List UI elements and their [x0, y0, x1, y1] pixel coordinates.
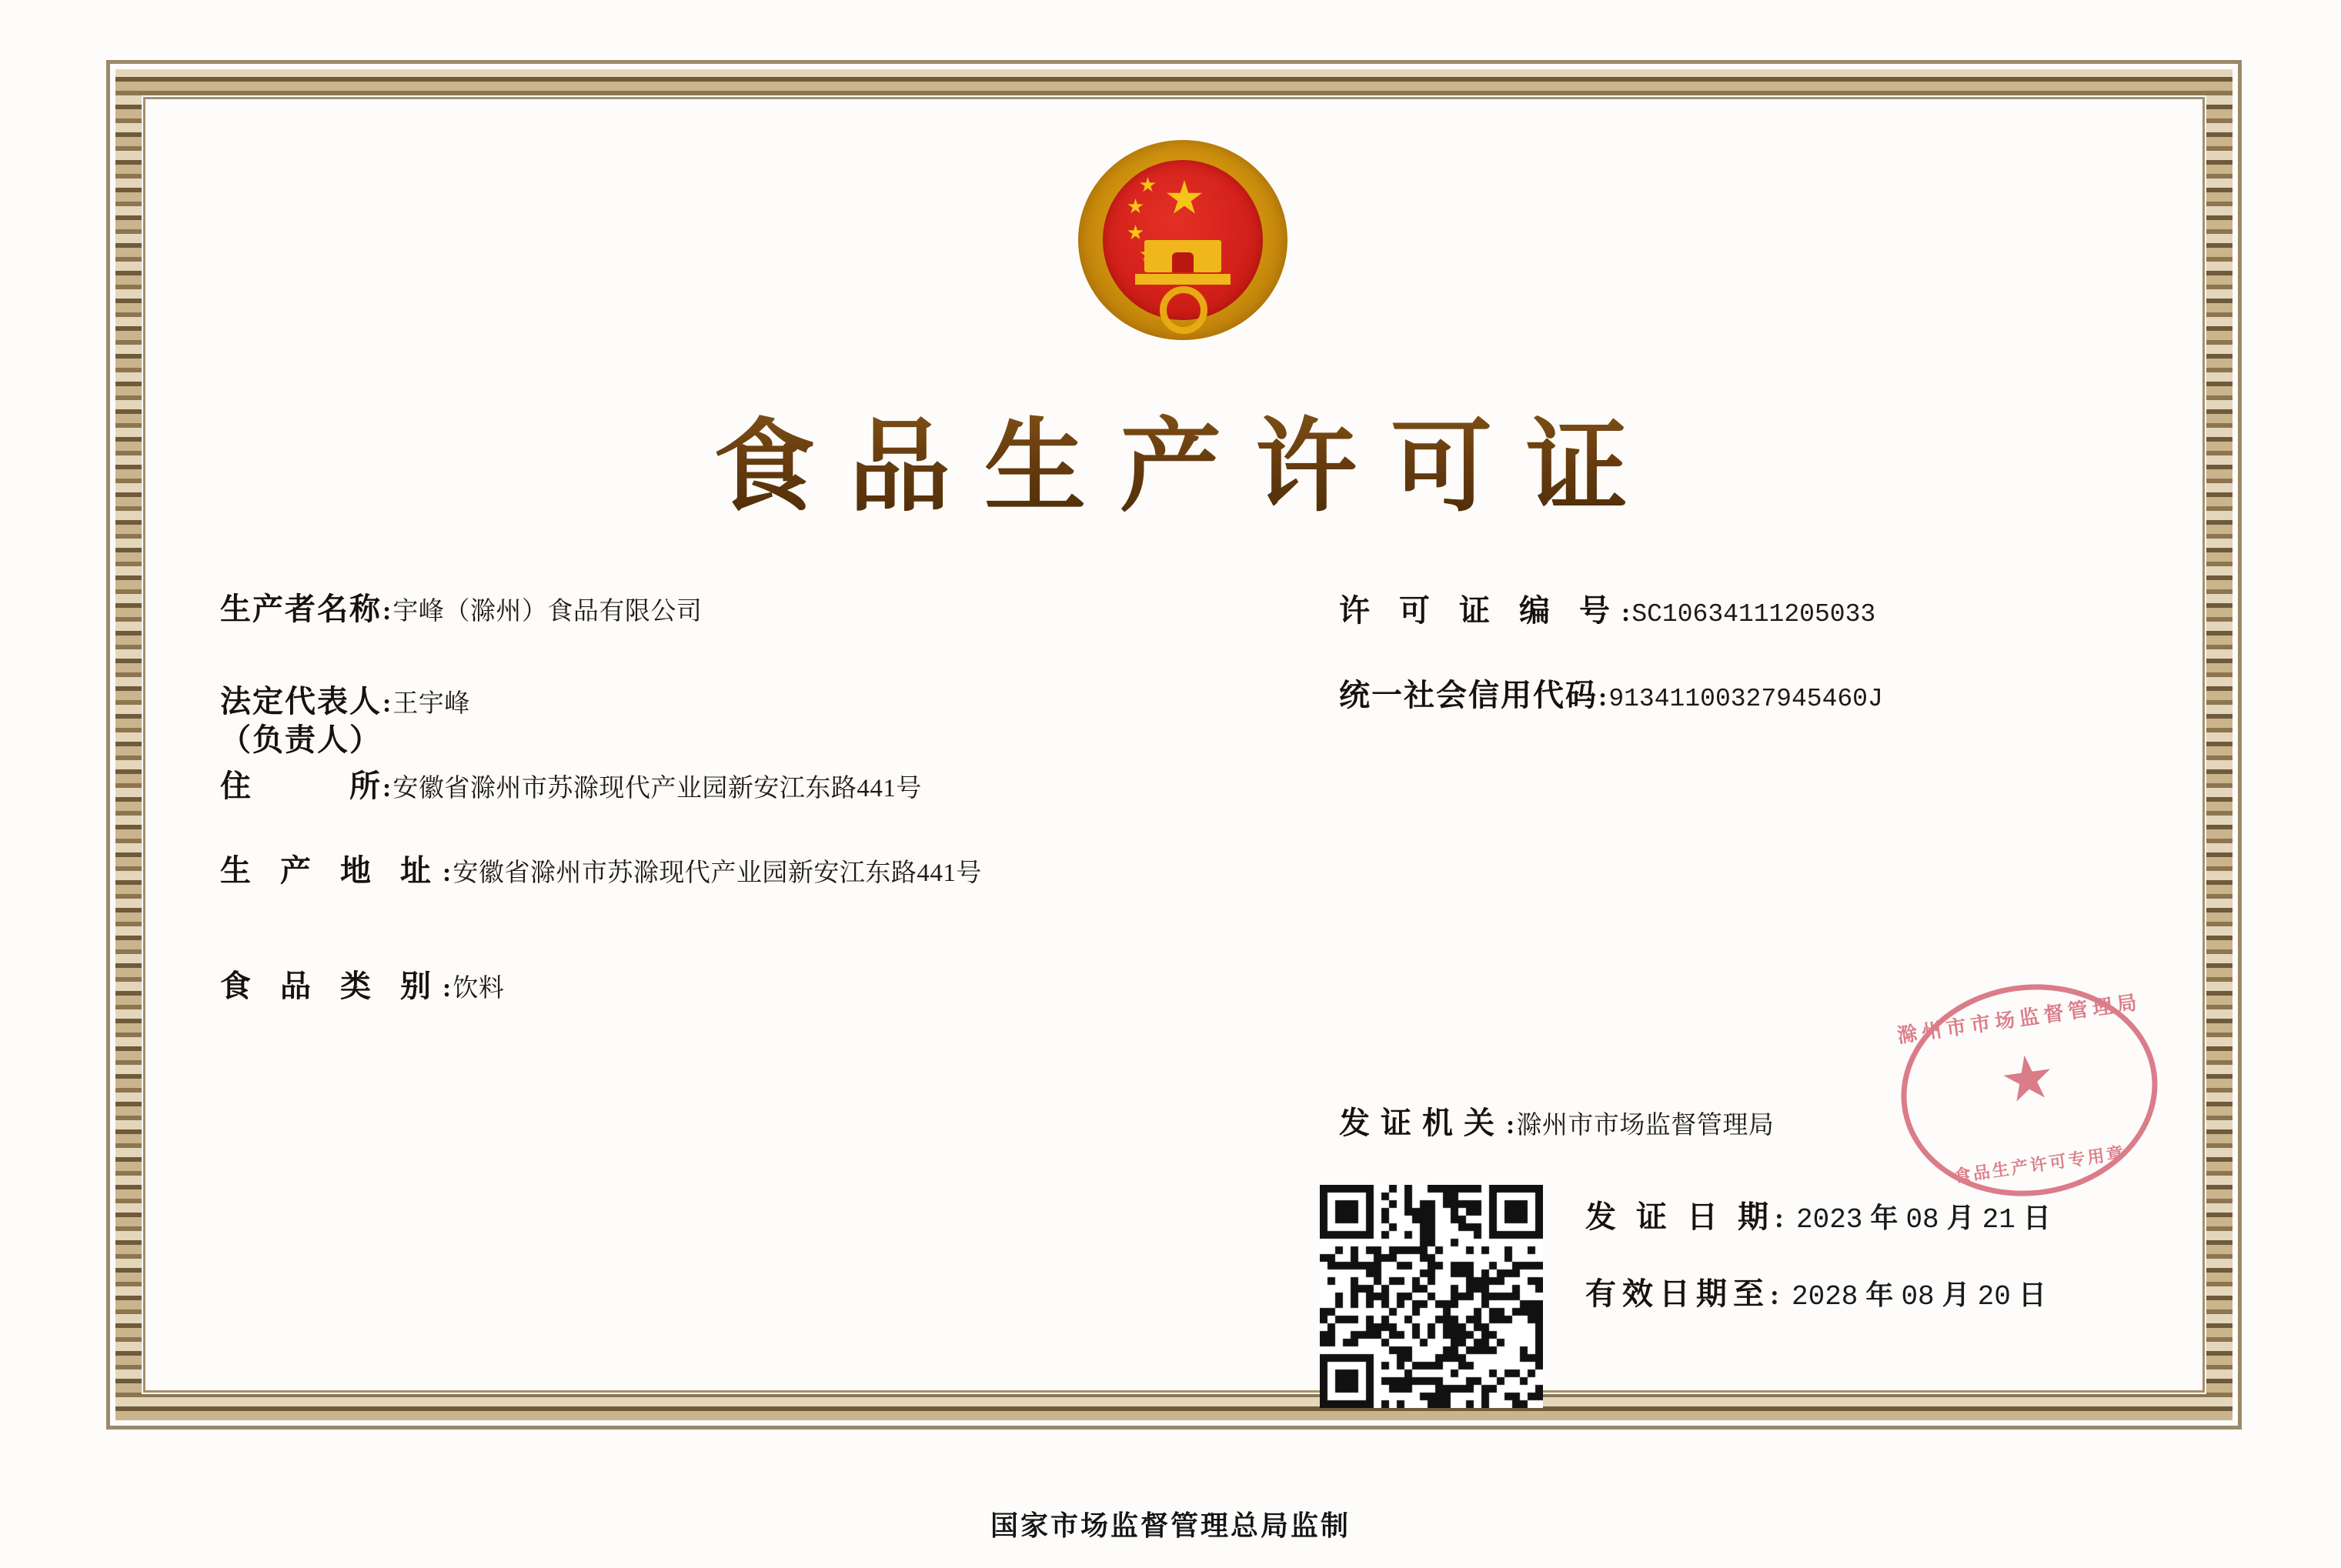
colon: :: [1598, 683, 1608, 712]
colon: :: [1770, 1279, 1779, 1310]
production-address-label: 生 产 地 址: [220, 853, 442, 888]
expiry-date-year: 2028: [1792, 1281, 1858, 1313]
field-legal-representative: [220, 677, 470, 721]
residence-value: 安徽省滁州市苏滁现代产业园新安江东路441号: [392, 775, 922, 802]
colon: :: [1621, 599, 1631, 627]
colon: :: [442, 974, 452, 1003]
emblem-platform: [1135, 274, 1231, 285]
expiry-date-label: 有效日期至: [1585, 1276, 1770, 1311]
qr-code: [1320, 1185, 1543, 1408]
certificate-title: 食品生产许可证: [0, 385, 2341, 531]
colon: :: [1506, 1111, 1515, 1139]
issue-date-day: 21: [1982, 1204, 2015, 1236]
legal-representative-sublabel-row: [220, 716, 382, 759]
food-category-label: 食 品 类 别: [220, 969, 442, 1003]
field-issue-date: [1585, 1193, 2051, 1236]
field-expiry-date: [1585, 1269, 2046, 1313]
seal-top-text: 滁州市市场监督管理局: [1895, 990, 2143, 1048]
seal-bottom-text: 食品生产许可专用章: [1952, 1143, 2127, 1186]
expiry-date-day-unit: 日: [2018, 1279, 2046, 1310]
expiry-date-year-unit: 年: [1865, 1279, 1894, 1310]
food-category-value: 饮料: [453, 975, 505, 1003]
issue-date-year: 2023: [1796, 1204, 1863, 1236]
colon: :: [442, 859, 452, 887]
residence-label: 住 所: [220, 769, 382, 803]
issuing-authority-value: 滁州市市场监督管理局: [1516, 1112, 1775, 1139]
producer-name-value: 宇峰（滁州）食品有限公司: [392, 598, 703, 626]
legal-representative-sublabel: （负责人）: [220, 722, 382, 757]
colon: :: [382, 597, 392, 626]
issue-date-label: 发 证 日 期: [1585, 1199, 1775, 1234]
producer-name-label: 生产者名称: [220, 592, 382, 626]
field-food-category: [220, 962, 504, 1006]
colon: :: [382, 774, 392, 802]
legal-representative-value: 王宇峰: [392, 690, 470, 718]
emblem-cogwheel: [1160, 286, 1207, 334]
issue-date-day-unit: 日: [2022, 1203, 2051, 1233]
certificate-footer: 国家市场监督管理总局监制: [990, 1510, 1351, 1541]
colon: :: [382, 689, 392, 718]
license-number-value: SC10634111205033: [1631, 600, 1876, 629]
expiry-date-month: 08: [1901, 1281, 1935, 1313]
expiry-date-day: 20: [1977, 1281, 2011, 1313]
emblem-tiananmen-gate: [1144, 240, 1221, 272]
field-producer-name: [220, 585, 702, 629]
license-number-label: 许 可 证 编 号: [1339, 593, 1621, 628]
credit-code-label: 统一社会信用代码: [1339, 678, 1598, 712]
issue-date-month-unit: 月: [1946, 1203, 1975, 1233]
issuing-authority-label: 发证机关: [1339, 1106, 1505, 1140]
colon: :: [1775, 1203, 1784, 1233]
seal-star-icon: [2000, 1052, 2055, 1107]
field-credit-code: [1339, 671, 1883, 715]
credit-code-value: 91341100327945460J: [1608, 685, 1883, 713]
field-issuing-authority: [1339, 1099, 1774, 1143]
field-license-number: [1339, 586, 1875, 630]
issue-date-year-unit: 年: [1870, 1203, 1899, 1233]
expiry-date-month-unit: 月: [1942, 1279, 1970, 1310]
field-production-address: [220, 846, 982, 890]
issue-date-month: 08: [1905, 1204, 1939, 1236]
field-residence: [220, 762, 922, 806]
national-emblem-icon: [1074, 132, 1293, 352]
legal-representative-label: 法定代表人: [220, 684, 382, 719]
production-address-value: 安徽省滁州市苏滁现代产业园新安江东路441号: [453, 859, 982, 887]
